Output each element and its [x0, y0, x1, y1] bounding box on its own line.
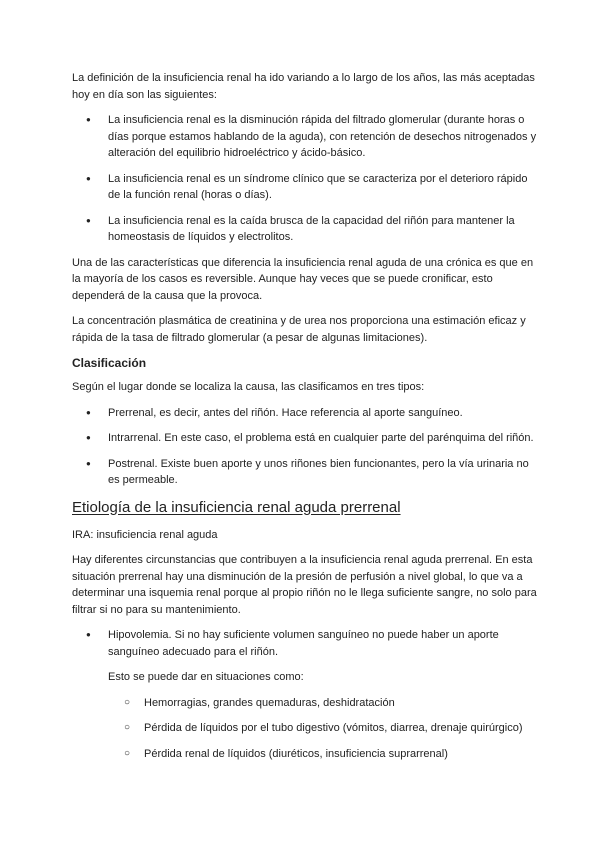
- situation-item: ○ Pérdida renal de líquidos (diuréticos, insuficiencia suprarrenal): [72, 746, 542, 763]
- abbreviation-note: IRA: insuficiencia renal aguda: [72, 528, 218, 541]
- definition-item: ● La insuficiencia renal es un síndrome clínico que se caracteriza por el deterioro rápido de la función renal (horas o días).: [72, 171, 542, 204]
- definitions-list: [72, 112, 542, 246]
- definition-item: ● La insuficiencia renal es la caída brusca de la capacidad del riñón para mantener la homeostasis de líquidos y electrolitos.: [72, 213, 542, 246]
- hypovolemia-item: ● Hipovolemia. Si no hay suficiente volumen sanguíneo no puede haber un aporte sanguíneo adecuado para el riñón.: [72, 627, 542, 660]
- etiology-list: [72, 627, 542, 660]
- intro-paragraph: La definición de la insuficiencia renal ha ido variando a lo largo de los años, las más aceptadas hoy en día son las siguientes:: [72, 72, 535, 101]
- situation-item: ○ Pérdida de líquidos por el tubo digestivo (vómitos, diarrea, drenaje quirúrgico): [72, 720, 542, 737]
- classification-item: ● Postrenal. Existe buen aporte y unos riñones bien funcionantes, pero la vía urinaria no es permeable.: [72, 456, 542, 489]
- situations-intro: Esto se puede dar en situaciones como:: [108, 671, 304, 683]
- situations-list: [72, 695, 542, 763]
- document-body: [72, 70, 542, 771]
- etiology-heading: Etiología de la insuficiencia renal aguda prerrenal: [72, 498, 401, 516]
- situation-item: ○ Hemorragias, grandes quemaduras, deshidratación: [72, 695, 542, 712]
- etiology-intro: Hay diferentes circunstancias que contribuyen a la insuficiencia renal aguda prerrenal. En esta situación prerrenal hay una disminución de la presión de perfusión a nivel global, lo que va a determinar una isquemia renal porque al propio riñón no le llega suficiente sangre, no solo para filtrar si no para su mantenimiento.: [72, 554, 537, 616]
- creatinine-paragraph: La concentración plasmática de creatinina y de urea nos proporciona una estimación eficaz y rápida de la tasa de filtrado glomerular (a pesar de algunas limitaciones).: [72, 315, 526, 344]
- classification-item: ● Intrarrenal. En este caso, el problema está en cualquier parte del parénquima del riñón.: [72, 430, 542, 447]
- classification-item: ● Prerrenal, es decir, antes del riñón. Hace referencia al aporte sanguíneo.: [72, 405, 542, 422]
- classification-heading: Clasificación: [72, 356, 147, 370]
- classification-intro: Según el lugar donde se localiza la causa, las clasificamos en tres tipos:: [72, 381, 425, 393]
- classification-list: [72, 405, 542, 489]
- reversible-paragraph: Una de las características que diferencia la insuficiencia renal aguda de una crónica es que en la mayoría de los casos es reversible. Aunque hay veces que se puede cronificar, esto dependerá de la causa que la provoca.: [72, 256, 534, 302]
- definition-item: ● La insuficiencia renal es la disminución rápida del filtrado glomerular (durante horas o días porque estamos hablando de la aguda), con retención de desechos nitrogenados y alteración del equilibrio hidroeléctrico y ácido-básico.: [72, 112, 542, 162]
